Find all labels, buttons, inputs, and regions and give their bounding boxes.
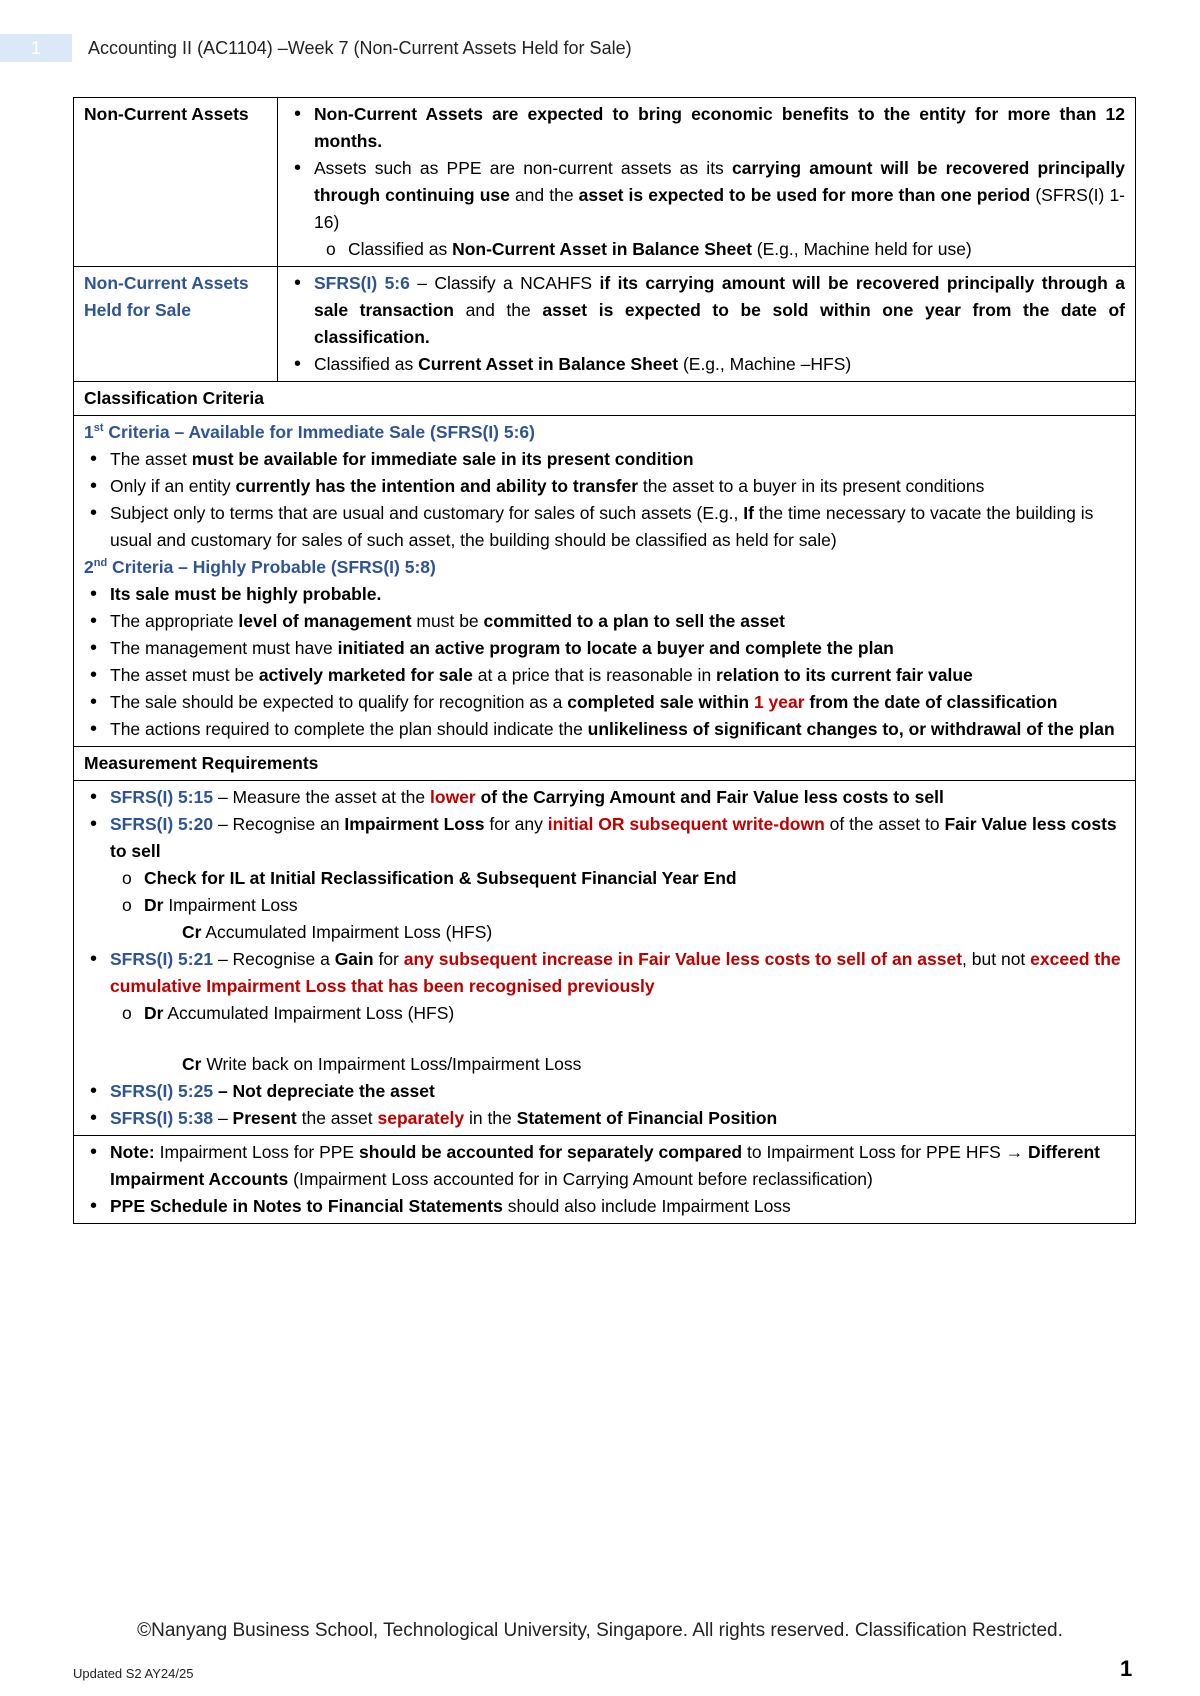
- text-red: initial OR subsequent write-down: [547, 814, 825, 834]
- row-measurement-heading: [74, 747, 1136, 781]
- text-red: lower: [430, 787, 476, 807]
- text-bold: relation to its current fair value: [716, 665, 973, 685]
- text-red: separately: [377, 1108, 465, 1128]
- text-bold: Cr: [182, 922, 202, 942]
- text-bold: Present: [232, 1108, 297, 1128]
- text: must be: [411, 611, 484, 631]
- text-bold: from the date of classification: [804, 692, 1058, 712]
- text-bold: actively marketed for sale: [258, 665, 473, 685]
- text: to Impairment Loss for PPE HFS: [742, 1142, 1006, 1162]
- text: at a price that is reasonable in: [472, 665, 717, 685]
- text-bold: Dr: [144, 895, 164, 915]
- list-item: [84, 500, 1125, 554]
- sub-list-item: [84, 1000, 1125, 1027]
- content-held-for-sale: [278, 267, 1136, 382]
- updated-label: Updated S2 AY24/25: [73, 1666, 194, 1681]
- list-item: [288, 155, 1125, 236]
- measurement-list: [84, 784, 1125, 1132]
- text: 2: [84, 557, 94, 577]
- classification-heading-cell: [74, 382, 1136, 416]
- standard-ref: SFRS(I) 5:25: [110, 1081, 214, 1101]
- standard-ref: SFRS(I) 5:6: [314, 273, 410, 293]
- measurement-cell: [74, 781, 1136, 1136]
- header-page-number: 1: [0, 34, 72, 62]
- text-bold: asset is expected to be used for more than one period: [578, 185, 1031, 205]
- hfs-list: [288, 270, 1125, 378]
- text: – Recognise an: [213, 814, 345, 834]
- text: 1: [84, 422, 94, 442]
- text: Impairment Loss for PPE: [154, 1142, 359, 1162]
- notes-cell: [74, 1136, 1136, 1224]
- text-bold: unlikeliness of significant changes to, or withdrawal of the plan: [587, 719, 1115, 739]
- text-bold: of the Carrying Amount and Fair Value less costs to sell: [475, 787, 944, 807]
- standard-ref: SFRS(I) 5:38: [110, 1108, 214, 1128]
- header-title: Accounting II (AC1104) –Week 7 (Non-Current Assets Held for Sale): [88, 37, 632, 58]
- list-item: [288, 351, 1125, 378]
- text: Accumulated Impairment Loss (HFS): [163, 1003, 455, 1023]
- text: , but not: [962, 949, 1031, 969]
- text: – Measure the asset at the: [213, 787, 431, 807]
- text-bold: level of management: [238, 611, 412, 631]
- text-bold: Cr: [182, 1054, 202, 1074]
- row-non-current-assets: [74, 98, 1136, 267]
- text-bold: if its carrying amount will be recovered principally through a sale transaction: [314, 273, 1125, 320]
- text-bold: Impairment Loss: [344, 814, 485, 834]
- text: Write back on Impairment Loss/Impairment Loss: [201, 1054, 582, 1074]
- measurement-heading-cell: [74, 747, 1136, 781]
- content-non-current-assets: [278, 98, 1136, 267]
- sub-list-item: [84, 892, 1125, 919]
- criteria-1-heading: [84, 419, 1125, 446]
- text-bold: completed sale within: [567, 692, 754, 712]
- text-bold: Current Asset in Balance Sheet: [418, 354, 679, 374]
- sub-list-item: [288, 236, 1125, 263]
- journal-credit-line: [84, 919, 1125, 946]
- list-item: [84, 784, 1125, 811]
- notes-table: [73, 97, 1136, 1224]
- text: Subject only to terms that are usual and customary for sales of such assets (E.g.,: [110, 503, 744, 523]
- text: the asset: [296, 1108, 378, 1128]
- text: Classified as: [348, 239, 453, 259]
- page-header: [0, 34, 632, 62]
- copyright-footer: ©Nanyang Business School, Technological University, Singapore. All rights reserved. Classification Restricted.: [137, 1620, 1063, 1641]
- criteria-1-list: [84, 446, 1125, 554]
- text-bold: currently has the intention and ability to transfer: [235, 476, 639, 496]
- list-item: [84, 581, 1125, 608]
- text: (SFRS(I) 1-16): [314, 185, 1126, 232]
- text: Impairment Loss: [163, 895, 298, 915]
- text: in the: [464, 1108, 517, 1128]
- text: The asset must be: [110, 665, 259, 685]
- text: – Classify a NCAHFS: [409, 273, 600, 293]
- notes-list: [84, 1139, 1125, 1220]
- classification-criteria-cell: [74, 416, 1136, 747]
- measurement-heading: Measurement Requirements: [84, 753, 319, 773]
- text-bold: committed to a plan to sell the asset: [483, 611, 785, 631]
- sub-list-item: [84, 865, 1125, 892]
- text: the asset to a buyer in its present conditions: [638, 476, 985, 496]
- list-item: [84, 662, 1125, 689]
- text-bold: Its sale must be highly probable.: [110, 584, 382, 604]
- text: and the: [454, 300, 543, 320]
- list-item: [84, 689, 1125, 716]
- text-bold: → Different Impairment Accounts: [110, 1142, 1100, 1189]
- list-item: [288, 101, 1125, 155]
- text-bold: Statement of Financial Position: [516, 1108, 778, 1128]
- text: The management must have: [110, 638, 338, 658]
- standard-ref: SFRS(I) 5:15: [110, 787, 214, 807]
- text-bold: Check for IL at Initial Reclassification & Subsequent Financial Year End: [144, 868, 737, 888]
- list-item: [84, 716, 1125, 743]
- text-bold: If: [743, 503, 754, 523]
- page-number: 1: [1120, 1656, 1133, 1681]
- classification-heading: Classification Criteria: [84, 388, 264, 408]
- text-red: 1 year: [753, 692, 805, 712]
- text: should also include Impairment Loss: [502, 1196, 791, 1216]
- text-bold: – Not depreciate the asset: [213, 1081, 435, 1101]
- text-bold: Gain: [334, 949, 374, 969]
- text: The sale should be expected to qualify for recognition as a: [110, 692, 568, 712]
- text: The asset: [110, 449, 192, 469]
- text-bold: PPE Schedule in Notes to Financial Statements: [110, 1196, 503, 1216]
- text-bold: carrying amount will be recovered principally through continuing use: [314, 158, 1125, 205]
- label-non-current-assets: Non-Current Assets: [74, 98, 278, 267]
- text: Accumulated Impairment Loss (HFS): [201, 922, 493, 942]
- text-red: exceed the cumulative Impairment Loss that has been recognised previously: [110, 949, 1121, 996]
- list-item: [84, 946, 1125, 1000]
- text-bold: Dr: [144, 1003, 164, 1023]
- text-bold: Non-Current Asset in Balance Sheet: [452, 239, 752, 259]
- text: (E.g., Machine –HFS): [678, 354, 852, 374]
- list-item: [84, 1105, 1125, 1132]
- row-notes: [74, 1136, 1136, 1224]
- text-bold: Note:: [110, 1142, 155, 1162]
- text: Criteria – Highly Probable (SFRS(I) 5:8): [107, 557, 436, 577]
- criteria-2-list: [84, 581, 1125, 743]
- criteria-2-heading: [84, 554, 1125, 581]
- list-item: [84, 446, 1125, 473]
- text: for any: [484, 814, 548, 834]
- list-item: [84, 811, 1125, 865]
- text-bold: asset is expected to be sold within one year from the date of classification.: [314, 300, 1125, 347]
- text: Assets such as PPE are non-current assets as its: [314, 158, 732, 178]
- text: Only if an entity: [110, 476, 236, 496]
- text: (E.g., Machine held for use): [751, 239, 972, 259]
- list-item: [84, 1078, 1125, 1105]
- row-classification-criteria: [74, 416, 1136, 747]
- nca-list: [288, 101, 1125, 263]
- list-item: [84, 635, 1125, 662]
- text: (Impairment Loss accounted for in Carrying Amount before reclassification): [288, 1169, 873, 1189]
- text-bold: Fair Value less costs to sell: [110, 814, 1117, 861]
- text: nd: [93, 557, 108, 570]
- list-item: [288, 270, 1125, 351]
- text-bold: initiated an active program to locate a buyer and complete the plan: [337, 638, 894, 658]
- list-item: [84, 473, 1125, 500]
- standard-ref: SFRS(I) 5:21: [110, 949, 214, 969]
- text: The actions required to complete the plan should indicate the: [110, 719, 588, 739]
- text: for: [373, 949, 404, 969]
- text: The appropriate: [110, 611, 239, 631]
- text: of the asset to: [824, 814, 945, 834]
- text: Criteria – Available for Immediate Sale (SFRS(I) 5:6): [103, 422, 535, 442]
- nca-bullet-1: Non-Current Assets are expected to bring economic benefits to the entity for more than 12 months.: [314, 104, 1125, 151]
- text-red: any subsequent increase in Fair Value less costs to sell of an asset: [403, 949, 963, 969]
- label-held-for-sale: Non-Current Assets Held for Sale: [74, 267, 278, 382]
- text-bold: should be accounted for separately compared: [358, 1142, 743, 1162]
- text: and the: [509, 185, 579, 205]
- spacer: [84, 1027, 1125, 1051]
- row-classification-heading: [74, 382, 1136, 416]
- row-measurement: [74, 781, 1136, 1136]
- text-bold: must be available for immediate sale in its present condition: [191, 449, 694, 469]
- list-item: [84, 608, 1125, 635]
- text: –: [213, 1108, 233, 1128]
- text: Classified as: [314, 354, 419, 374]
- journal-credit-line: [84, 1051, 1125, 1078]
- row-held-for-sale: [74, 267, 1136, 382]
- list-item: [84, 1193, 1125, 1220]
- text: – Recognise a: [213, 949, 335, 969]
- text: st: [93, 422, 104, 435]
- list-item: [84, 1139, 1125, 1193]
- text: the time necessary to vacate the building is usual and customary for sales of such asset, the building should be classified as held for sale): [110, 503, 1094, 550]
- standard-ref: SFRS(I) 5:20: [110, 814, 214, 834]
